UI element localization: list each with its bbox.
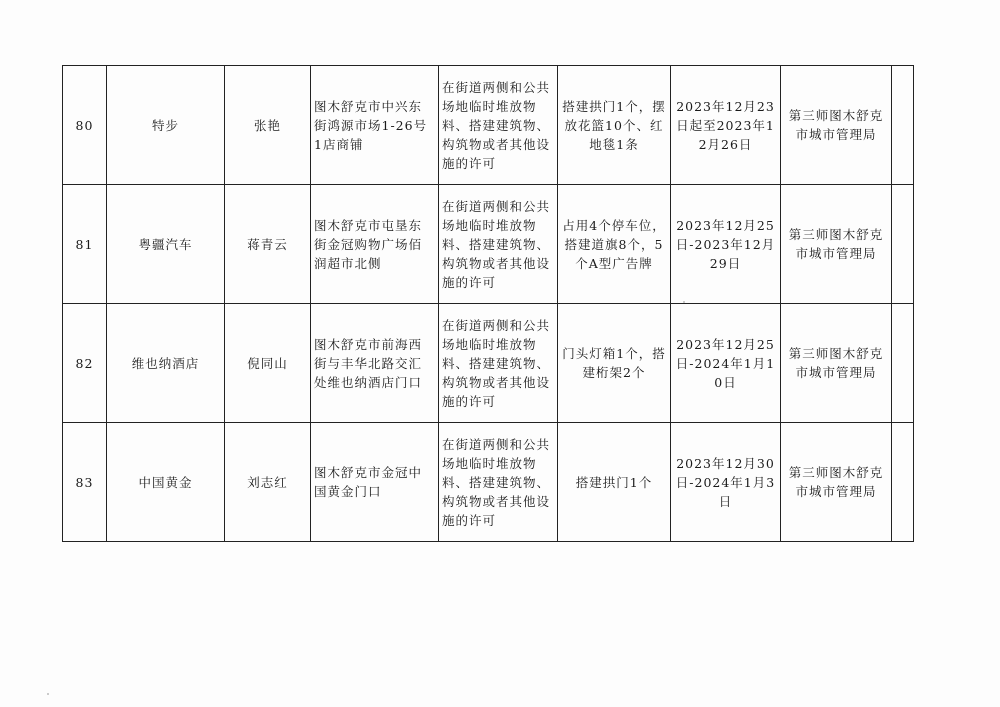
contact-person: 蒋青云 bbox=[225, 185, 311, 304]
row-number: 82 bbox=[63, 304, 107, 423]
period-cell bbox=[671, 185, 781, 304]
permit-type-text: 在街道两侧和公共场地临时堆放物料、搭建建筑物、构筑物或者其他设施的许可 bbox=[442, 317, 551, 409]
table-row bbox=[63, 66, 914, 185]
remark-cell bbox=[892, 66, 914, 185]
location-cell bbox=[311, 304, 439, 423]
authority-text: 第三师图木舒克市城市管理局 bbox=[788, 108, 884, 142]
row-number: 83 bbox=[63, 423, 107, 542]
applicant-name: 粤疆汽车 bbox=[107, 185, 225, 304]
period-cell bbox=[671, 423, 781, 542]
contact-person: 张艳 bbox=[225, 66, 311, 185]
remark-cell bbox=[892, 185, 914, 304]
location-cell bbox=[311, 423, 439, 542]
content-text: 门头灯箱1个，搭建桁架2个 bbox=[562, 346, 666, 380]
applicant-name: 维也纳酒店 bbox=[107, 304, 225, 423]
authority-cell bbox=[781, 304, 892, 423]
period-cell bbox=[671, 304, 781, 423]
permit-type-text: 在街道两侧和公共场地临时堆放物料、搭建建筑物、构筑物或者其他设施的许可 bbox=[442, 198, 551, 290]
contact-person: 倪同山 bbox=[225, 304, 311, 423]
row-number: 80 bbox=[63, 66, 107, 185]
location-cell bbox=[311, 185, 439, 304]
remark-cell bbox=[892, 304, 914, 423]
table-row bbox=[63, 423, 914, 542]
location-text: 图木舒克市前海西街与丰华北路交汇处维也纳酒店门口 bbox=[314, 336, 423, 390]
location-text: 图木舒克市金冠中国黄金门口 bbox=[314, 465, 423, 499]
scan-speck bbox=[683, 301, 685, 303]
location-text: 图木舒克市中兴东街鸿源市场1-26号1店商铺 bbox=[314, 98, 428, 152]
permit-type-cell bbox=[439, 185, 558, 304]
period-text: 2023年12月23日起至2023年12月26日 bbox=[676, 98, 775, 152]
period-text: 2023年12月25日-2024年1月10日 bbox=[675, 336, 776, 390]
row-number: 81 bbox=[63, 185, 107, 304]
content-cell bbox=[558, 423, 671, 542]
authority-text: 第三师图木舒克市城市管理局 bbox=[788, 465, 884, 499]
location-cell bbox=[311, 66, 439, 185]
scan-speck bbox=[47, 693, 49, 695]
permit-table-body bbox=[63, 66, 914, 542]
period-text: 2023年12月25日-2023年12月29日 bbox=[675, 217, 776, 271]
table-row bbox=[63, 185, 914, 304]
authority-cell bbox=[781, 185, 892, 304]
content-text: 搭建拱门1个，摆放花篮10个、红地毯1条 bbox=[562, 98, 666, 152]
permit-type-cell bbox=[439, 66, 558, 185]
period-cell bbox=[671, 66, 781, 185]
period-text: 2023年12月30日-2024年1月3日 bbox=[675, 455, 776, 509]
location-text: 图木舒克市屯垦东街金冠购物广场佰润超市北侧 bbox=[314, 217, 423, 271]
authority-text: 第三师图木舒克市城市管理局 bbox=[788, 346, 884, 380]
content-cell bbox=[558, 304, 671, 423]
table-row bbox=[63, 304, 914, 423]
content-text: 搭建拱门1个 bbox=[575, 474, 653, 490]
applicant-name: 中国黄金 bbox=[107, 423, 225, 542]
authority-cell bbox=[781, 66, 892, 185]
content-cell bbox=[558, 66, 671, 185]
permit-type-cell bbox=[439, 423, 558, 542]
authority-cell bbox=[781, 423, 892, 542]
permit-type-cell bbox=[439, 304, 558, 423]
permit-type-text: 在街道两侧和公共场地临时堆放物料、搭建建筑物、构筑物或者其他设施的许可 bbox=[442, 436, 551, 528]
remark-cell bbox=[892, 423, 914, 542]
permit-type-text: 在街道两侧和公共场地临时堆放物料、搭建建筑物、构筑物或者其他设施的许可 bbox=[442, 79, 551, 171]
contact-person: 刘志红 bbox=[225, 423, 311, 542]
applicant-name: 特步 bbox=[107, 66, 225, 185]
permit-table bbox=[62, 65, 914, 542]
authority-text: 第三师图木舒克市城市管理局 bbox=[788, 227, 884, 261]
content-text: 占用4个停车位，搭建道旗8个，5个A型广告牌 bbox=[562, 217, 666, 271]
content-cell bbox=[558, 185, 671, 304]
